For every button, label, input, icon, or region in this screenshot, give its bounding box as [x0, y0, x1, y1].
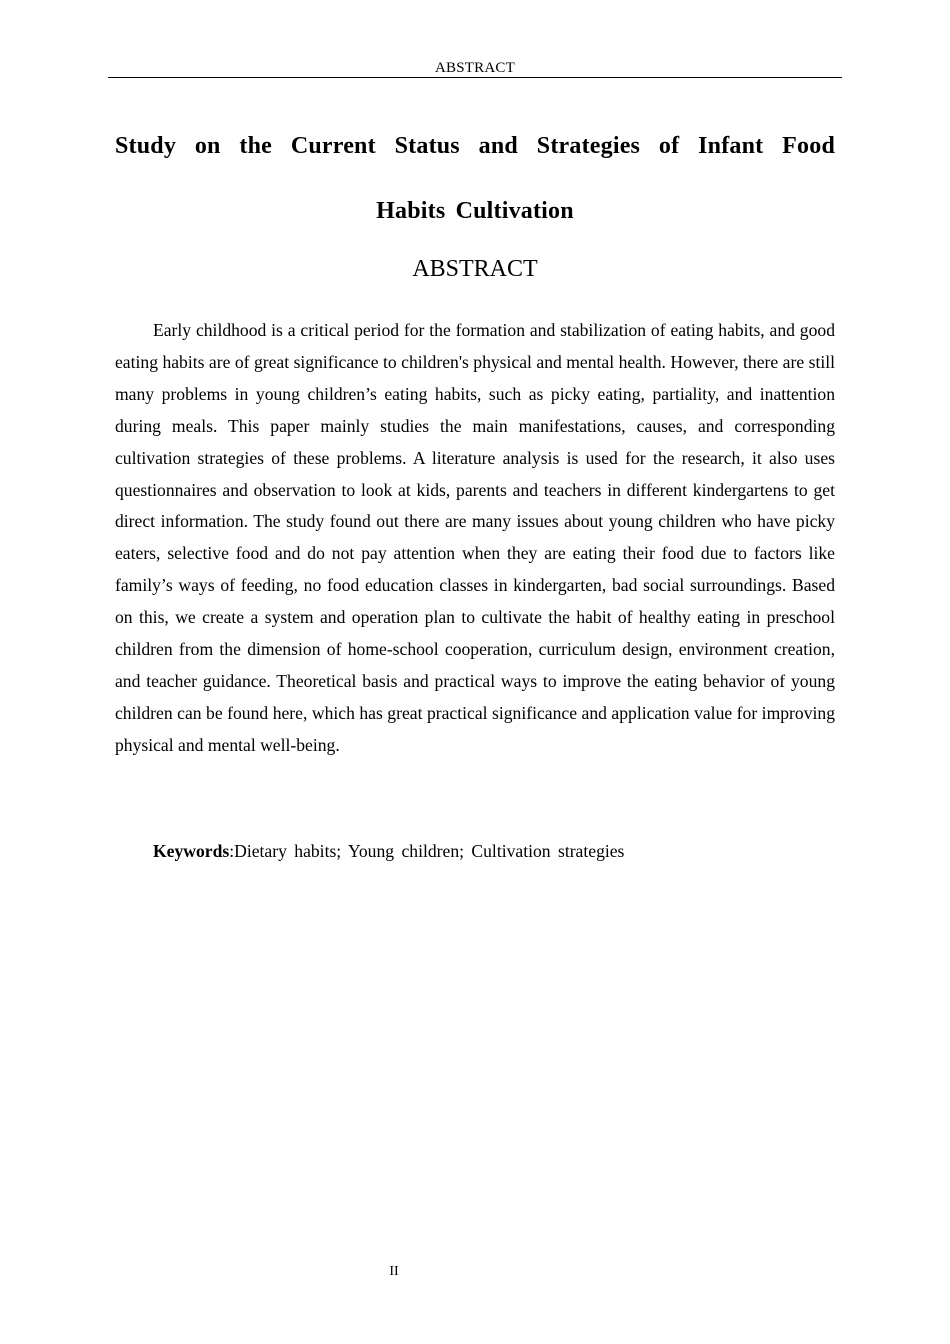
paper-title-line-2: Habits Cultivation — [376, 198, 574, 224]
page-number: II — [389, 1264, 399, 1279]
keywords-line — [115, 836, 835, 866]
abstract-heading: ABSTRACT — [412, 256, 538, 282]
keywords-terms: Dietary habits; Young children; Cultivation strategies — [234, 841, 625, 861]
abstract-paragraph: Early childhood is a critical period for the formation and stabilization of eating habits, and good eating habits are of great significance to children's physical and mental health. However, there are still many problems in young children’s eating habits, such as picky eating, partiality, and inattention during meals. This paper mainly studies the main manifestations, causes, and corresponding cultivation strategies of these problems. A literature analysis is used for the research, it also uses questionnaires and observation to look at kids, parents and teachers in different kindergartens to get direct information. The study found out there are many issues about young children who have picky eaters, selective food and do not pay attention when they are eating their food due to factors like family’s ways of feeding, no food education classes in kindergarten, bad social surroundings. Based on this, we create a system and operation plan to cultivate the habit of healthy eating in preschool children from the dimension of home-school cooperation, curriculum design, environment creation, and teacher guidance. Theoretical basis and practical ways to improve the eating behavior of young children can be found here, which has great practical significance and application value for improving physical and mental well-being. — [115, 320, 835, 755]
keywords-separator: : — [229, 841, 235, 861]
header-divider — [108, 77, 842, 78]
paper-title-line-1: Study on the Current Status and Strategies of Infant Food — [115, 133, 835, 159]
keywords-label: Keywords — [153, 841, 230, 861]
paper-title — [115, 114, 835, 244]
running-header: ABSTRACT — [435, 60, 515, 76]
